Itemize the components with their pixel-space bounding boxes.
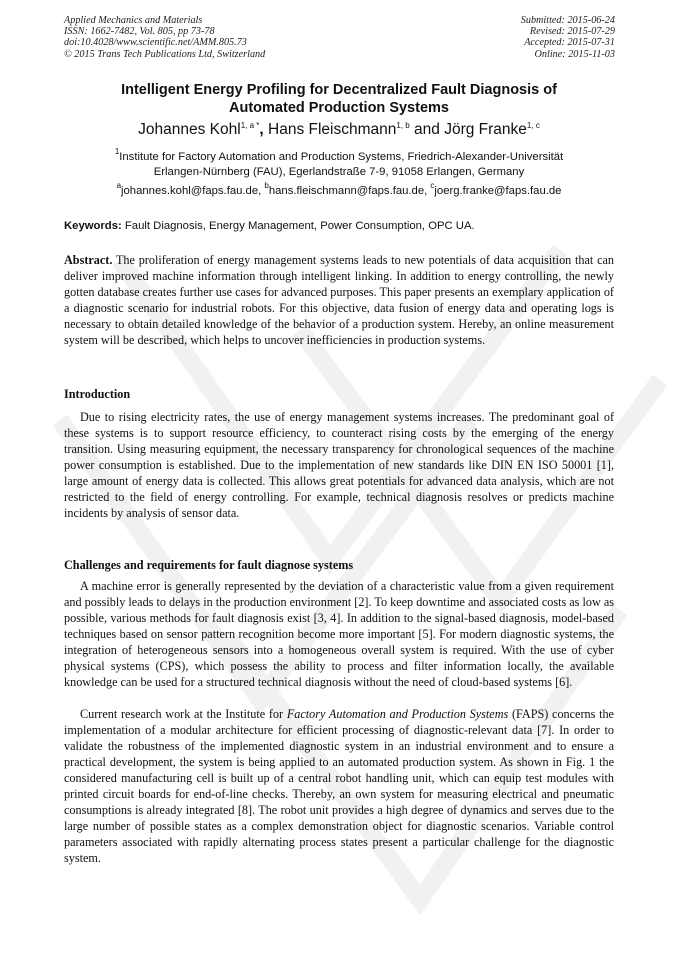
affiliation [64,147,614,180]
email-link[interactable]: johannes.kohl@faps.fau.de, [121,185,262,197]
title-line-2: Automated Production Systems [229,100,449,116]
challenges-paragraph-1: A machine error is generally represented by the deviation of a characteristic value from a given requirement and possibly leads to delays in the production environment [2]. To keep downtime and associated costs as low as possible, various methods for fault diagnosis exist [3, 4]. In addition to the signal-based diagnosis, model-based techniques based on sensor pattern recognition become more important [5]. For modern diagnostic systems, the integration of heterogeneous sensors into a homogeneous overall system is required. With the use of cyber physical systems (CPS), which possess the ability to process and filter information locally, the available knowledge can be used for a structured technical diagnosis without the need of cloud-based systems [6]. [64,579,614,689]
section-heading-introduction: Introduction [64,387,131,401]
abstract [64,252,614,348]
abstract-label: Abstract. [64,253,113,267]
keywords [64,219,614,234]
email-superscript: a [116,181,122,190]
author-separator: and [409,121,445,138]
date-online: Online: 2015-11-03 [534,48,615,60]
submission-dates [521,15,615,60]
journal-copyright: © 2015 Trans Tech Publications Ltd, Switzerland [64,48,266,60]
affiliation-line-1: Institute for Factory Automation and Production Systems, Friedrich-Alexander-Universität [119,151,564,163]
journal-name: Applied Mechanics and Materials [64,15,203,26]
author-separator: , [259,121,269,138]
author-name: Jörg Franke [444,121,527,138]
email-superscript: b [264,181,269,190]
title-line-1: Intelligent Energy Profiling for Decentralized Fault Diagnosis of [121,82,557,98]
affiliation-superscript: 1 [114,147,120,156]
author-superscript: 1, b [396,121,410,130]
keywords-text: Fault Diagnosis, Energy Management, Power Consumption, OPC UA. [124,220,475,232]
author-emails [64,181,614,199]
author-superscript: 1, a * [240,121,260,130]
author-list [64,120,614,140]
journal-doi: doi:10.4028/www.scientific.net/AMM.805.73 [64,37,247,49]
paragraph-text: Current research work at the Institute for [80,707,287,721]
author-superscript: 1, c [526,121,540,130]
journal-info [64,15,265,60]
journal-issn: ISSN: 1662-7482, Vol. 805, pp 73-78 [64,26,215,38]
paper-title [64,81,614,117]
introduction-paragraph: Due to rising electricity rates, the use of energy management systems increases. The predominant goal of these systems is to support resource efficiency, to counteract rising costs by the emerging of the energy transition. Using measuring equipment, the necessary transparency for chronological sequences of the machine power consumption is established. Due to the implementation of new standards like DIN EN ISO 50001 [1], large amount of energy data is collected. This allows great potentials for advanced data analysis, which are not restricted to the field of energy controlling. For example, technical diagnosis resolves or predicts machine incidents by analysis of sensor data. [64,410,614,520]
date-accepted: Accepted: 2015-07-31 [524,37,615,49]
author-name: Hans Fleischmann [268,121,397,138]
email-superscript: c [430,181,435,190]
paragraph-text: (FAPS) concerns the implementation of a modular architecture for efficient processing of diagnostic-relevant data [7]. In order to validate the robustness of the implemented diagnostic system in an industrial environment and to ensure a practical development, the system is being applied to an automated production system. As shown in Fig. 1 the considered manufacturing cell is built up of a central robot handling unit, which can equip test modules with printed circuit boards for end-of-line checks. Thereby, an own system for measuring electrical and pneumatic consumptions is already integrated [8]. The robot unit provides a high degree of dynamics and serves due to the large number of possible states as a complex demonstration object for diagnostic scenarios. Variable control parameters associated with rapidly alternating process states present a particular challenge for the diagnostic system. [64,707,614,865]
email-link[interactable]: joerg.franke@faps.fau.de [434,185,562,197]
institute-name: Factory Automation and Production Systems [286,707,509,721]
email-link[interactable]: hans.fleischmann@faps.fau.de, [268,185,428,197]
section-heading-challenges: Challenges and requirements for fault diagnose systems [64,558,354,572]
author-name: Johannes Kohl [138,121,241,138]
challenges-paragraph-2 [64,706,614,866]
date-revised: Revised: 2015-07-29 [529,26,615,38]
keywords-label: Keywords: [64,220,122,232]
affiliation-line-2: Erlangen-Nürnberg (FAU), Egerlandstraße 7-9, 91058 Erlangen, Germany [153,166,525,178]
date-submitted: Submitted: 2015-06-24 [520,15,615,26]
abstract-text: The proliferation of energy management systems leads to new potentials of data acquisition that can deliver improved machine information through intelligent linking. In addition to energy controlling, the newly gotten database creates further use cases for advanced purposes. This paper presents an exemplary application of a diagnostic scenario for industrial robots. For this objective, data fusion of energy data and operating logs is necessary to obtain detailed knowledge of the behavior of a production system. Hereby, an online measurement system will be described, which helps to uncover inefficiencies in production systems. [64,253,614,347]
